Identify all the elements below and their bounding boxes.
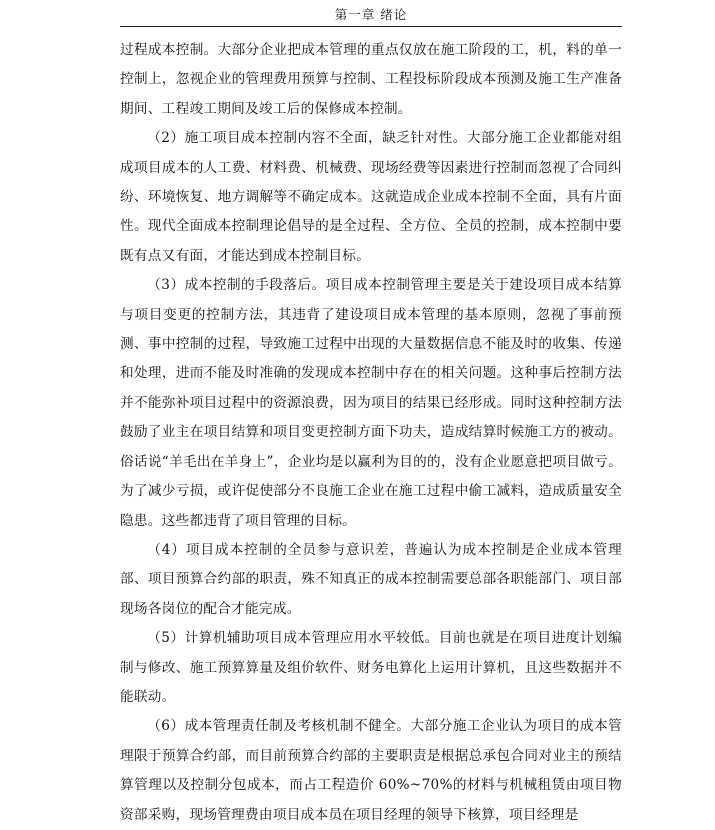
chapter-header: 第一章 绪论 — [334, 7, 408, 22]
paragraph-continuation: 过程成本控制。大部分企业把成本管理的重点仅放在施工阶段的工，机，料的单一控制上，忽视企业的管理费用预算与控制、工程投标阶段成本预测及施工生产准备期间、工程竣工期间及竣工后的保修成本控制。 — [120, 42, 622, 117]
document-body — [120, 36, 622, 830]
paragraph-item-6: （6）成本管理责任制及考核机制不健全。大部分施工企业认为项目的成本管理限于预算合约部，而目前预算合约部的主要职责是根据总承包合同对业主的预结算管理以及控制分包成本，而占工程造价 60%~70%的材料与机械租赁由项目物资部采购，现场管理费由项目成本员在项目经理的领导下核算，项目经理是 — [120, 718, 622, 823]
paragraph-item-4: （4）项目成本控制的全员参与意识差，普遍认为成本控制是企业成本管理部、项目预算合约部的职责，殊不知真正的成本控制需要总部各职能部门、项目部现场各岗位的配合才能完成。 — [120, 541, 622, 617]
header-divider — [120, 26, 622, 27]
paragraph-item-2: （2）施工项目成本控制内容不全面，缺乏针对性。大部分施工企业都能对组成项目成本的人工费、材料费、机械费、现场经费等因素进行控制而忽视了合同纠纷、环境恢复、地方调解等不确定成本。这就造成企业成本控制不全面，具有片面性。现代全面成本控制理论倡导的是全过程、全方位、全员的控制，成本控制中要既有点又有面，才能达到成本控制目标。 — [120, 130, 622, 264]
paragraph-item-5: （5）计算机辅助项目成本管理应用水平较低。目前也就是在项目进度计划编制与修改、施工预算算量及组价软件、财务电算化上运用计算机，且这些数据并不能联动。 — [120, 630, 622, 705]
paragraph-item-3: （3）成本控制的手段落后。项目成本控制管理主要是关于建设项目成本结算与项目变更的控制方法，其违背了建设项目成本管理的基本原则，忽视了事前预测、事中控制的过程，导致施工过程中出现的大量数据信息不能及时的收集、传递和处理，进而不能及时准确的发现成本控制中存在的相关问题。这种事后控制方法并不能弥补项目过程中的资源浪费，因为项目的结果已经形成。同时这种控制方法鼓励了业主在项目结算和项目变更控制方面下功夫，造成结算时候施工方的被动。俗话说“羊毛出在羊身上”，企业均是以赢利为目的的，没有企业愿意把项目做亏。为了减少亏损，或许促使部分不良施工企业在施工过程中偷工减料，造成质量安全隐患。这些都违背了项目管理的目标。 — [120, 277, 622, 529]
